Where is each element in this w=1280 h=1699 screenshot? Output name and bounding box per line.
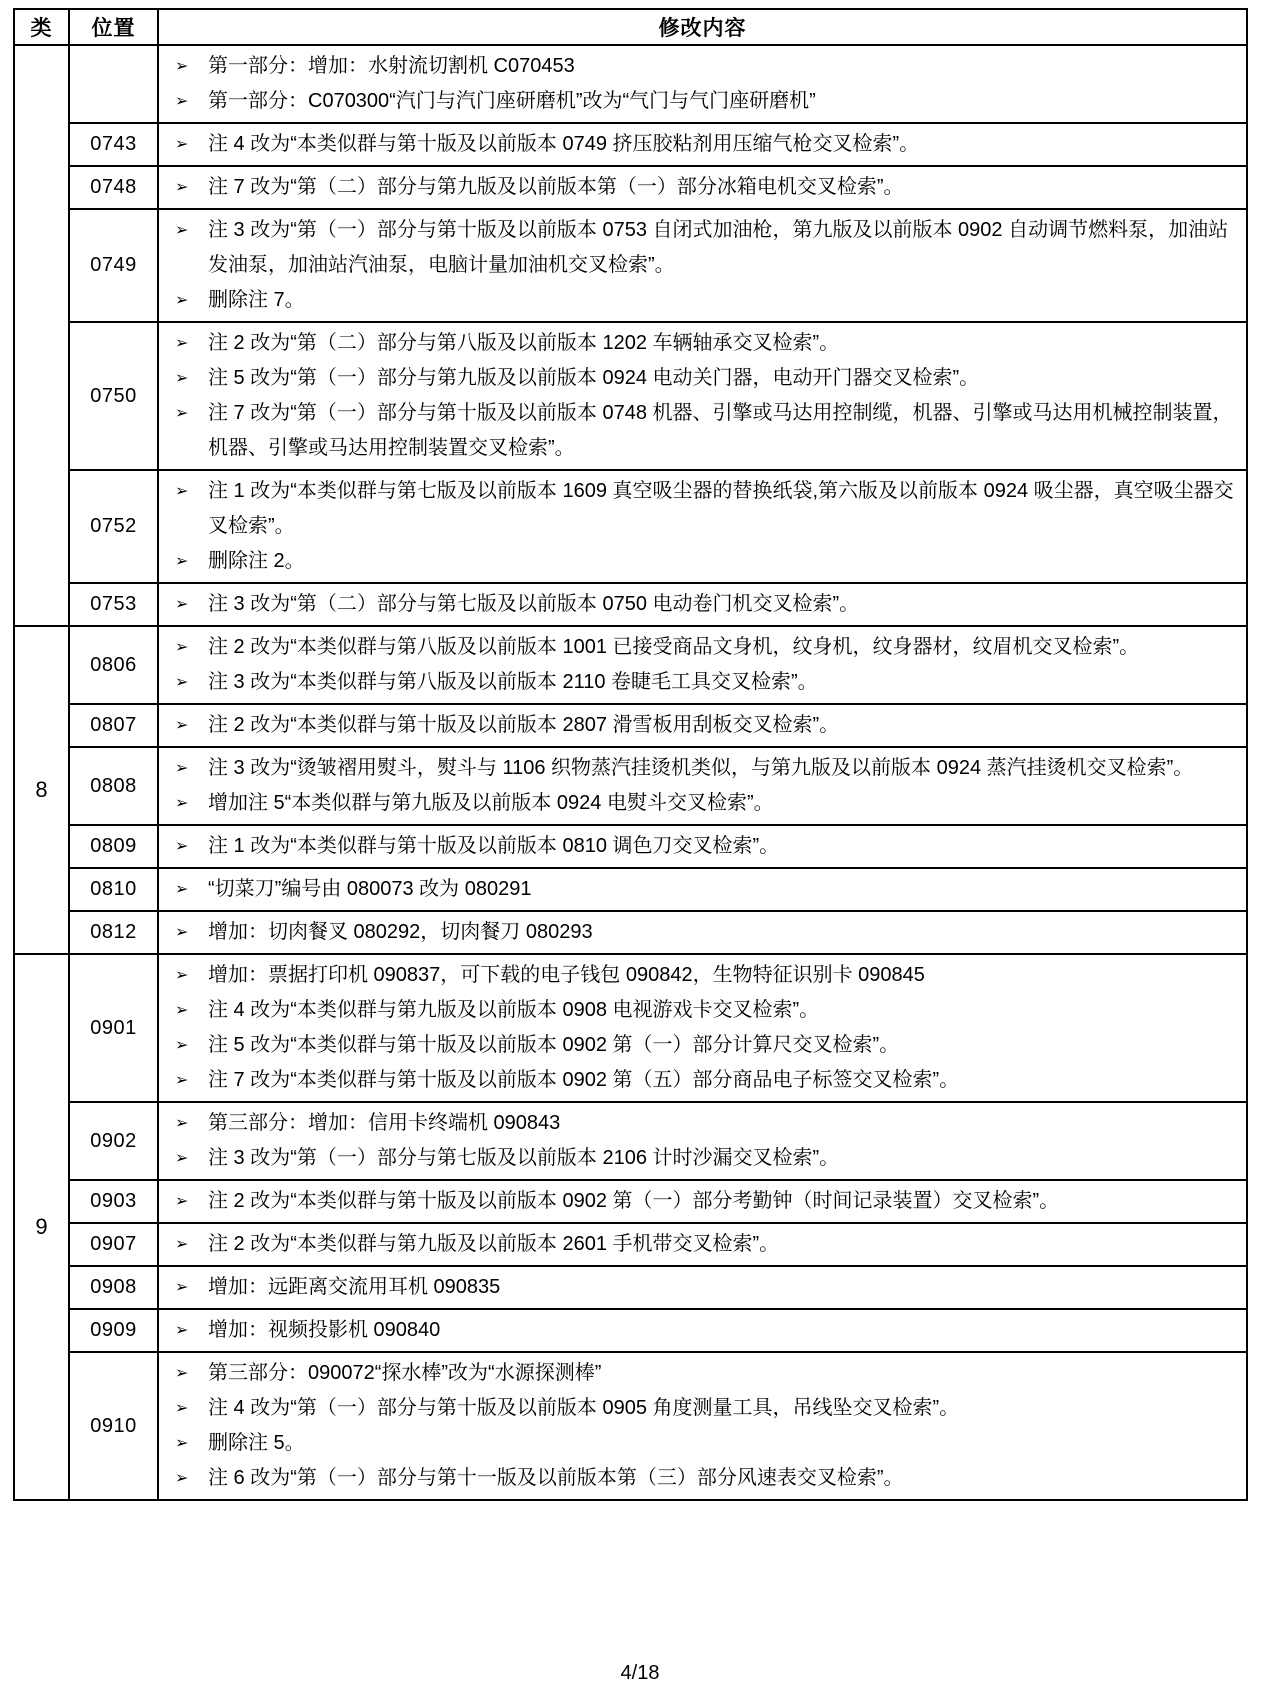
revision-item-text: 注 5 改为“本类似群与第十版及以前版本 0902 第（一）部分计算尺交叉检索”。 xyxy=(208,1034,900,1056)
revision-item-text: 注 3 改为“第（二）部分与第七版及以前版本 0750 电动卷门机交叉检索”。 xyxy=(208,593,860,615)
position-cell: 0753 xyxy=(69,583,158,626)
page-number: 4/18 xyxy=(620,1662,660,1684)
table-row xyxy=(14,911,1247,954)
content-cell xyxy=(158,868,1247,911)
table-row xyxy=(14,123,1247,166)
content-cell xyxy=(158,45,1247,123)
table-body xyxy=(14,45,1247,1500)
revision-item xyxy=(159,786,1246,821)
arrow-bullet-icon: ➢ xyxy=(175,1115,189,1132)
arrow-bullet-icon: ➢ xyxy=(175,292,189,309)
content-cell xyxy=(158,1352,1247,1500)
revision-item xyxy=(159,1106,1246,1141)
content-cell xyxy=(158,1266,1247,1309)
arrow-bullet-icon: ➢ xyxy=(175,1150,189,1167)
revision-item-text: 注 3 改为“本类似群与第八版及以前版本 2110 卷睫毛工具交叉检索”。 xyxy=(208,671,818,693)
arrow-bullet-icon: ➢ xyxy=(175,58,189,75)
revision-item-text: 注 1 改为“本类似群与第七版及以前版本 1609 真空吸尘器的替换纸袋,第六版及以前版本 0924 吸尘器，真空吸尘器交叉检索”。 xyxy=(208,480,1234,537)
revision-item-text: 注 2 改为“本类似群与第十版及以前版本 2807 滑雪板用刮板交叉检索”。 xyxy=(208,714,840,736)
class-cell xyxy=(14,45,69,626)
table-row xyxy=(14,322,1247,470)
revision-item-text: 第一部分：增加：水射流切割机 C070453 xyxy=(208,55,575,77)
table-row xyxy=(14,1223,1247,1266)
revision-item xyxy=(159,1227,1246,1262)
position-cell: 0809 xyxy=(69,825,158,868)
position-cell: 0902 xyxy=(69,1102,158,1180)
revision-item-text: 删除注 7。 xyxy=(208,289,305,311)
revision-item-text: 注 4 改为“第（一）部分与第十版及以前版本 0905 角度测量工具，吊线坠交叉检索”。 xyxy=(208,1397,960,1419)
arrow-bullet-icon: ➢ xyxy=(175,795,189,812)
content-cell xyxy=(158,1180,1247,1223)
position-cell: 0748 xyxy=(69,166,158,209)
table-row xyxy=(14,1352,1247,1500)
arrow-bullet-icon: ➢ xyxy=(175,1037,189,1054)
position-cell: 0808 xyxy=(69,747,158,825)
revision-item-text: 增加：远距离交流用耳机 090835 xyxy=(208,1276,501,1298)
revision-item xyxy=(159,49,1246,84)
revision-item-text: 注 7 改为“第（二）部分与第九版及以前版本第（一）部分冰箱电机交叉检索”。 xyxy=(208,176,904,198)
revision-item-text: “切菜刀”编号由 080073 改为 080291 xyxy=(208,878,532,900)
arrow-bullet-icon: ➢ xyxy=(175,674,189,691)
revision-item-text: 注 2 改为“本类似群与第十版及以前版本 0902 第（一）部分考勤钟（时间记录装置）交叉检索”。 xyxy=(208,1190,1060,1212)
revision-item xyxy=(159,1141,1246,1176)
table-row xyxy=(14,209,1247,322)
revision-item-text: 注 6 改为“第（一）部分与第十一版及以前版本第（三）部分风速表交叉检索”。 xyxy=(208,1467,904,1489)
revision-item-text: 注 1 改为“本类似群与第十版及以前版本 0810 调色刀交叉检索”。 xyxy=(208,835,780,857)
content-cell xyxy=(158,1223,1247,1266)
arrow-bullet-icon: ➢ xyxy=(175,717,189,734)
revision-item xyxy=(159,1270,1246,1305)
arrow-bullet-icon: ➢ xyxy=(175,222,189,239)
content-cell xyxy=(158,825,1247,868)
table-row xyxy=(14,1180,1247,1223)
revision-item xyxy=(159,544,1246,579)
position-cell: 0812 xyxy=(69,911,158,954)
revision-item xyxy=(159,283,1246,318)
header-class: 类 xyxy=(14,9,69,45)
arrow-bullet-icon: ➢ xyxy=(175,1002,189,1019)
revision-item xyxy=(159,1313,1246,1348)
arrow-bullet-icon: ➢ xyxy=(175,405,189,422)
arrow-bullet-icon: ➢ xyxy=(175,93,189,110)
revision-item-text: 注 4 改为“本类似群与第十版及以前版本 0749 挤压胶粘剂用压缩气枪交叉检索”。 xyxy=(208,133,920,155)
revision-item-text: 第三部分：090072“探水棒”改为“水源探测棒” xyxy=(208,1362,602,1384)
content-cell xyxy=(158,209,1247,322)
revision-item xyxy=(159,1461,1246,1496)
revision-item-text: 注 2 改为“本类似群与第九版及以前版本 2601 手机带交叉检索”。 xyxy=(208,1233,780,1255)
table-row xyxy=(14,1309,1247,1352)
revision-item-text: 第一部分：C070300“汽门与汽门座研磨机”改为“气门与气门座研磨机” xyxy=(208,90,816,112)
content-cell xyxy=(158,626,1247,704)
revision-item xyxy=(159,872,1246,907)
revision-item xyxy=(159,1391,1246,1426)
revision-item xyxy=(159,213,1246,283)
arrow-bullet-icon: ➢ xyxy=(175,335,189,352)
revision-item xyxy=(159,326,1246,361)
arrow-bullet-icon: ➢ xyxy=(175,1365,189,1382)
position-cell: 0807 xyxy=(69,704,158,747)
table-row xyxy=(14,1266,1247,1309)
table-row xyxy=(14,583,1247,626)
content-cell xyxy=(158,1102,1247,1180)
content-cell xyxy=(158,583,1247,626)
table-row xyxy=(14,954,1247,1102)
revision-item-text: 注 2 改为“本类似群与第八版及以前版本 1001 已接受商品文身机，纹身机，纹身器材，纹眉机交叉检索”。 xyxy=(208,636,1140,658)
revision-item xyxy=(159,361,1246,396)
position-cell: 0910 xyxy=(69,1352,158,1500)
content-cell xyxy=(158,704,1247,747)
arrow-bullet-icon: ➢ xyxy=(175,1072,189,1089)
table-row xyxy=(14,45,1247,123)
revision-item xyxy=(159,587,1246,622)
arrow-bullet-icon: ➢ xyxy=(175,483,189,500)
arrow-bullet-icon: ➢ xyxy=(175,760,189,777)
revision-item-text: 增加：切肉餐叉 080292，切肉餐刀 080293 xyxy=(208,921,593,943)
revision-item-text: 注 7 改为“本类似群与第十版及以前版本 0902 第（五）部分商品电子标签交叉检索”。 xyxy=(208,1069,960,1091)
revision-item xyxy=(159,1028,1246,1063)
class-cell: 9 xyxy=(14,954,69,1500)
table-row xyxy=(14,626,1247,704)
revision-item-text: 注 4 改为“本类似群与第九版及以前版本 0908 电视游戏卡交叉检索”。 xyxy=(208,999,820,1021)
revision-item xyxy=(159,1063,1246,1098)
table-row xyxy=(14,470,1247,583)
class-cell: 8 xyxy=(14,626,69,954)
arrow-bullet-icon: ➢ xyxy=(175,1435,189,1452)
revision-item xyxy=(159,127,1246,162)
revision-item xyxy=(159,829,1246,864)
revision-item xyxy=(159,630,1246,665)
revision-item xyxy=(159,751,1246,786)
arrow-bullet-icon: ➢ xyxy=(175,370,189,387)
arrow-bullet-icon: ➢ xyxy=(175,1322,189,1339)
arrow-bullet-icon: ➢ xyxy=(175,1236,189,1253)
arrow-bullet-icon: ➢ xyxy=(175,1470,189,1487)
revision-item-text: 增加：票据打印机 090837，可下载的电子钱包 090842，生物特征识别卡 090845 xyxy=(208,964,925,986)
revision-item xyxy=(159,474,1246,544)
position-cell: 0806 xyxy=(69,626,158,704)
revision-item-text: 增加注 5“本类似群与第九版及以前版本 0924 电熨斗交叉检索”。 xyxy=(208,792,774,814)
revision-item-text: 注 3 改为“第（一）部分与第七版及以前版本 2106 计时沙漏交叉检索”。 xyxy=(208,1147,840,1169)
arrow-bullet-icon: ➢ xyxy=(175,967,189,984)
revision-item-text: 注 7 改为“第（一）部分与第十版及以前版本 0748 机器、引擎或马达用控制缆，机器、引擎或马达用机械控制装置，机器、引擎或马达用控制装置交叉检索”。 xyxy=(208,402,1233,459)
arrow-bullet-icon: ➢ xyxy=(175,924,189,941)
table-row xyxy=(14,1102,1247,1180)
arrow-bullet-icon: ➢ xyxy=(175,838,189,855)
position-cell: 0749 xyxy=(69,209,158,322)
arrow-bullet-icon: ➢ xyxy=(175,136,189,153)
content-cell xyxy=(158,954,1247,1102)
revision-item xyxy=(159,396,1246,466)
table-row xyxy=(14,747,1247,825)
revision-item xyxy=(159,1426,1246,1461)
position-cell: 0810 xyxy=(69,868,158,911)
arrow-bullet-icon: ➢ xyxy=(175,881,189,898)
position-cell: 0743 xyxy=(69,123,158,166)
revision-item xyxy=(159,958,1246,993)
header-position: 位置 xyxy=(69,9,158,45)
position-cell: 0752 xyxy=(69,470,158,583)
table-header-row xyxy=(14,9,1247,45)
arrow-bullet-icon: ➢ xyxy=(175,179,189,196)
revision-table xyxy=(13,8,1248,1501)
position-cell: 0907 xyxy=(69,1223,158,1266)
arrow-bullet-icon: ➢ xyxy=(175,596,189,613)
table-row xyxy=(14,704,1247,747)
revision-item-text: 注 2 改为“第（二）部分与第八版及以前版本 1202 车辆轴承交叉检索”。 xyxy=(208,332,840,354)
content-cell xyxy=(158,911,1247,954)
revision-item-text: 删除注 5。 xyxy=(208,1432,305,1454)
revision-item xyxy=(159,993,1246,1028)
position-cell: 0908 xyxy=(69,1266,158,1309)
revision-item xyxy=(159,170,1246,205)
position-cell xyxy=(69,45,158,123)
revision-item-text: 注 5 改为“第（一）部分与第九版及以前版本 0924 电动关门器，电动开门器交叉检索”。 xyxy=(208,367,980,389)
table-row xyxy=(14,166,1247,209)
revision-item-text: 第三部分：增加：信用卡终端机 090843 xyxy=(208,1112,561,1134)
content-cell xyxy=(158,470,1247,583)
table-row xyxy=(14,868,1247,911)
revision-item xyxy=(159,915,1246,950)
revision-item xyxy=(159,665,1246,700)
arrow-bullet-icon: ➢ xyxy=(175,1279,189,1296)
content-cell xyxy=(158,166,1247,209)
arrow-bullet-icon: ➢ xyxy=(175,1193,189,1210)
revision-item-text: 删除注 2。 xyxy=(208,550,305,572)
revision-item-text: 注 3 改为“第（一）部分与第十版及以前版本 0753 自闭式加油枪，第九版及以前版本 0902 自动调节燃料泵，加油站发油泵，加油站汽油泵，电脑计量加油机交叉检索”。 xyxy=(208,219,1229,276)
table-row xyxy=(14,825,1247,868)
content-cell xyxy=(158,1309,1247,1352)
header-content: 修改内容 xyxy=(158,9,1247,45)
revision-item xyxy=(159,1184,1246,1219)
arrow-bullet-icon: ➢ xyxy=(175,553,189,570)
position-cell: 0909 xyxy=(69,1309,158,1352)
arrow-bullet-icon: ➢ xyxy=(175,639,189,656)
revision-item xyxy=(159,1356,1246,1391)
content-cell xyxy=(158,747,1247,825)
revision-item-text: 增加：视频投影机 090840 xyxy=(208,1319,441,1341)
content-cell xyxy=(158,123,1247,166)
position-cell: 0901 xyxy=(69,954,158,1102)
revision-item xyxy=(159,708,1246,743)
revision-item xyxy=(159,84,1246,119)
position-cell: 0903 xyxy=(69,1180,158,1223)
position-cell: 0750 xyxy=(69,322,158,470)
revision-item-text: 注 3 改为“烫皱褶用熨斗，熨斗与 1106 织物蒸汽挂烫机类似，与第九版及以前版本 0924 蒸汽挂烫机交叉检索”。 xyxy=(208,757,1194,779)
content-cell xyxy=(158,322,1247,470)
arrow-bullet-icon: ➢ xyxy=(175,1400,189,1417)
